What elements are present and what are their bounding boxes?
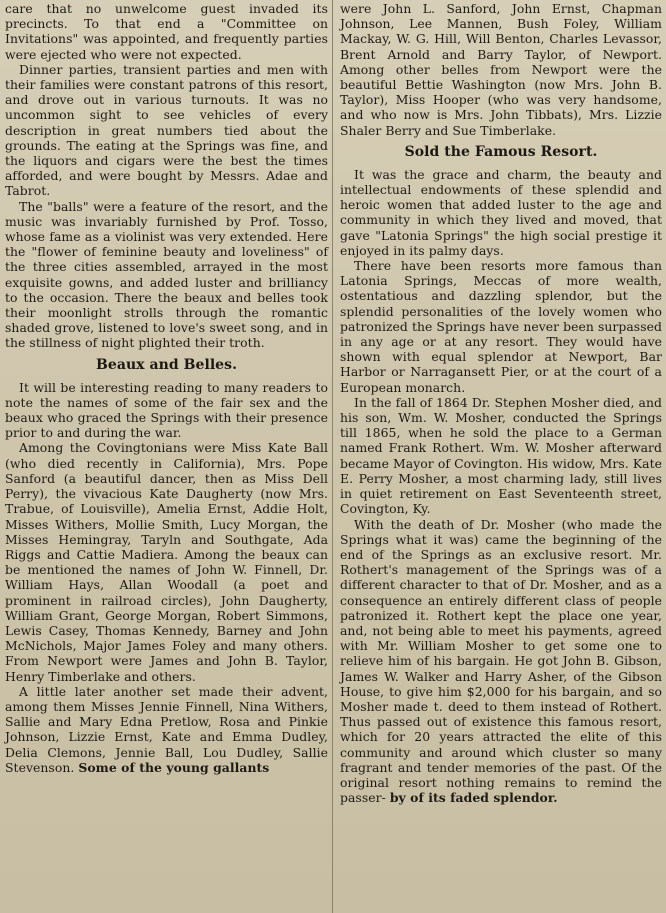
paragraph: It was the grace and charm, the beauty and intellectual endowments of these splendid and heroic women that added luster to the age and community in which they lived and moved, that gave "Latonia Springs" the high social prestige it enjoyed in its palmy days.	[340, 166, 662, 258]
section-heading-beaux-and-belles: Beaux and Belles.	[95, 356, 237, 373]
paragraph	[340, 517, 662, 806]
paragraph: were John L. Sanford, John Ernst, Chapman Johnson, Lee Mannen, Bush Foley, William Mackay, W. G. Hill, Will Benton, Charles Levassor, Brent Arnold and Barry Taylor, of Newport. Among other belles from Newport were the beautiful Bettie Washington (now Mrs. John B. Taylor), Miss Hooper (who was very handsome, and who now is Mrs. John Tibbats), Mrs. Lizzie Shaler Berry and Sue Timberlake.	[340, 1, 662, 138]
paragraph: There have been resorts more famous than Latonia Springs, Meccas of more wealth, ostentatious and dazzling splendor, but the splendid personalities of the lovely women who patronized the Springs have never been surpassed in any age or at any resort. They would have shown with equal splendor at Newport, Bar Harbor or Narragansett Pier, or at the court of a European monarch.	[340, 258, 662, 395]
right-column	[334, 0, 666, 913]
paragraph	[5, 684, 328, 775]
section-heading-sold-the-famous-resort: Sold the Famous Resort.	[404, 143, 598, 160]
paragraph-text: A little later another set made their advent, among them Misses Jennie Finnell, Nina Withers, Sallie and Mary Edna Pretlow, Rosa and Pinkie Johnson, Lizzie Ernst, Kate and Emma Dudley, Delia Clemons, Jennie Ball, Lou Dudley, Sallie Stevenson.	[5, 683, 328, 775]
paragraph: care that no unwelcome guest invaded its precincts. To that end a "Committee on Invitations" was appointed, and frequently parties were ejected who were not expected.	[5, 1, 328, 62]
paragraph: Among the Covingtonians were Miss Kate Ball (who died recently in California), Mrs. Pope Sanford (a beautiful dancer, then as Miss Dell Perry), the vivacious Kate Daugherty (now Mrs. Trabue, of Louisville), Amelia Ernst, Addie Holt, Misses Withers, Mollie Smith, Lucy Morgan, the Misses Hemingray, Taryln and Southgate, Ada Riggs and Cattie Madiera. Among the beaux can be mentioned the names of John W. Finnell, Dr. William Hays, Allan Woodall (a poet and prominent in railroad circles), John Daugherty, William Grant, George Morgan, Robert Simmons, Lewis Casey, Thomas Kennedy, Barney and John McNichols, Major James Foley and many others. From Newport were James and John B. Taylor, Henry Timberlake and others.	[5, 440, 328, 684]
paragraph: In the fall of 1864 Dr. Stephen Mosher died, and his son, Wm. W. Mosher, conducted the Springs till 1865, when he sold the place to a German named Frank Rothert. Wm. W. Mosher afterward became Mayor of Covington. His widow, Mrs. Kate E. Perry Mosher, a most charming lady, still lives in quiet retirement on East Seventeenth street, Covington, Ky.	[340, 394, 662, 517]
paragraph: Dinner parties, transient parties and men with their families were constant patrons of this resort, and drove out in various turnouts. It was no uncommon sight to see vehicles of every description in great numbers tied about the grounds. The eating at the Springs was fine, and the liquors and cigars were the best the times afforded, and were bought by Messrs. Adae and Tabrot.	[5, 61, 328, 199]
bold-continuation-text: Some of the young gallants	[78, 759, 270, 775]
bold-closing-text: by of its faded splendor.	[389, 790, 558, 806]
paragraph: It will be interesting reading to many readers to note the names of some of the fair sex and the beaux who graced the Springs with their presence prior to and during the war.	[5, 379, 328, 441]
paragraph: The "balls" were a feature of the resort, and the music was invariably furnished by Prof. Tosso, whose fame as a violinist was very extended. Here the "flower of feminine beauty and loveliness" of the three cities assembled, arrayed in the most exquisite gowns, and added luster and brilliancy to the occasion. There the beaux and belles took their moonlight strolls through the romantic shaded grove, listened to love's sweet song, and in the stillness of night plighted their troth.	[5, 198, 328, 351]
paragraph-text: With the death of Dr. Mosher (who made the Springs what it was) came the beginning of the end of the Springs as an exclusive resort. Mr. Rothert's management of the Springs was of a different character to that of Dr. Mosher, and as a consequence an entirely different class of people patronized it. Rothert kept the place one year, and, not being able to meet his payments, agreed with Mr. William Mosher to get some one to relieve him of his bargain. He got John B. Gibson, James W. Walker and Harry Asher, of the Gibson House, to give him $2,000 for his bargain, and so Mosher made t. deed to them instead of Rothert. Thus passed out of existence this famous resort, which for 20 years attracted the elite of this community and around which cluster so many fragrant and tender memories of the past. Of the original resort nothing remains to remind the passer-	[340, 516, 662, 806]
column-divider	[332, 0, 333, 913]
